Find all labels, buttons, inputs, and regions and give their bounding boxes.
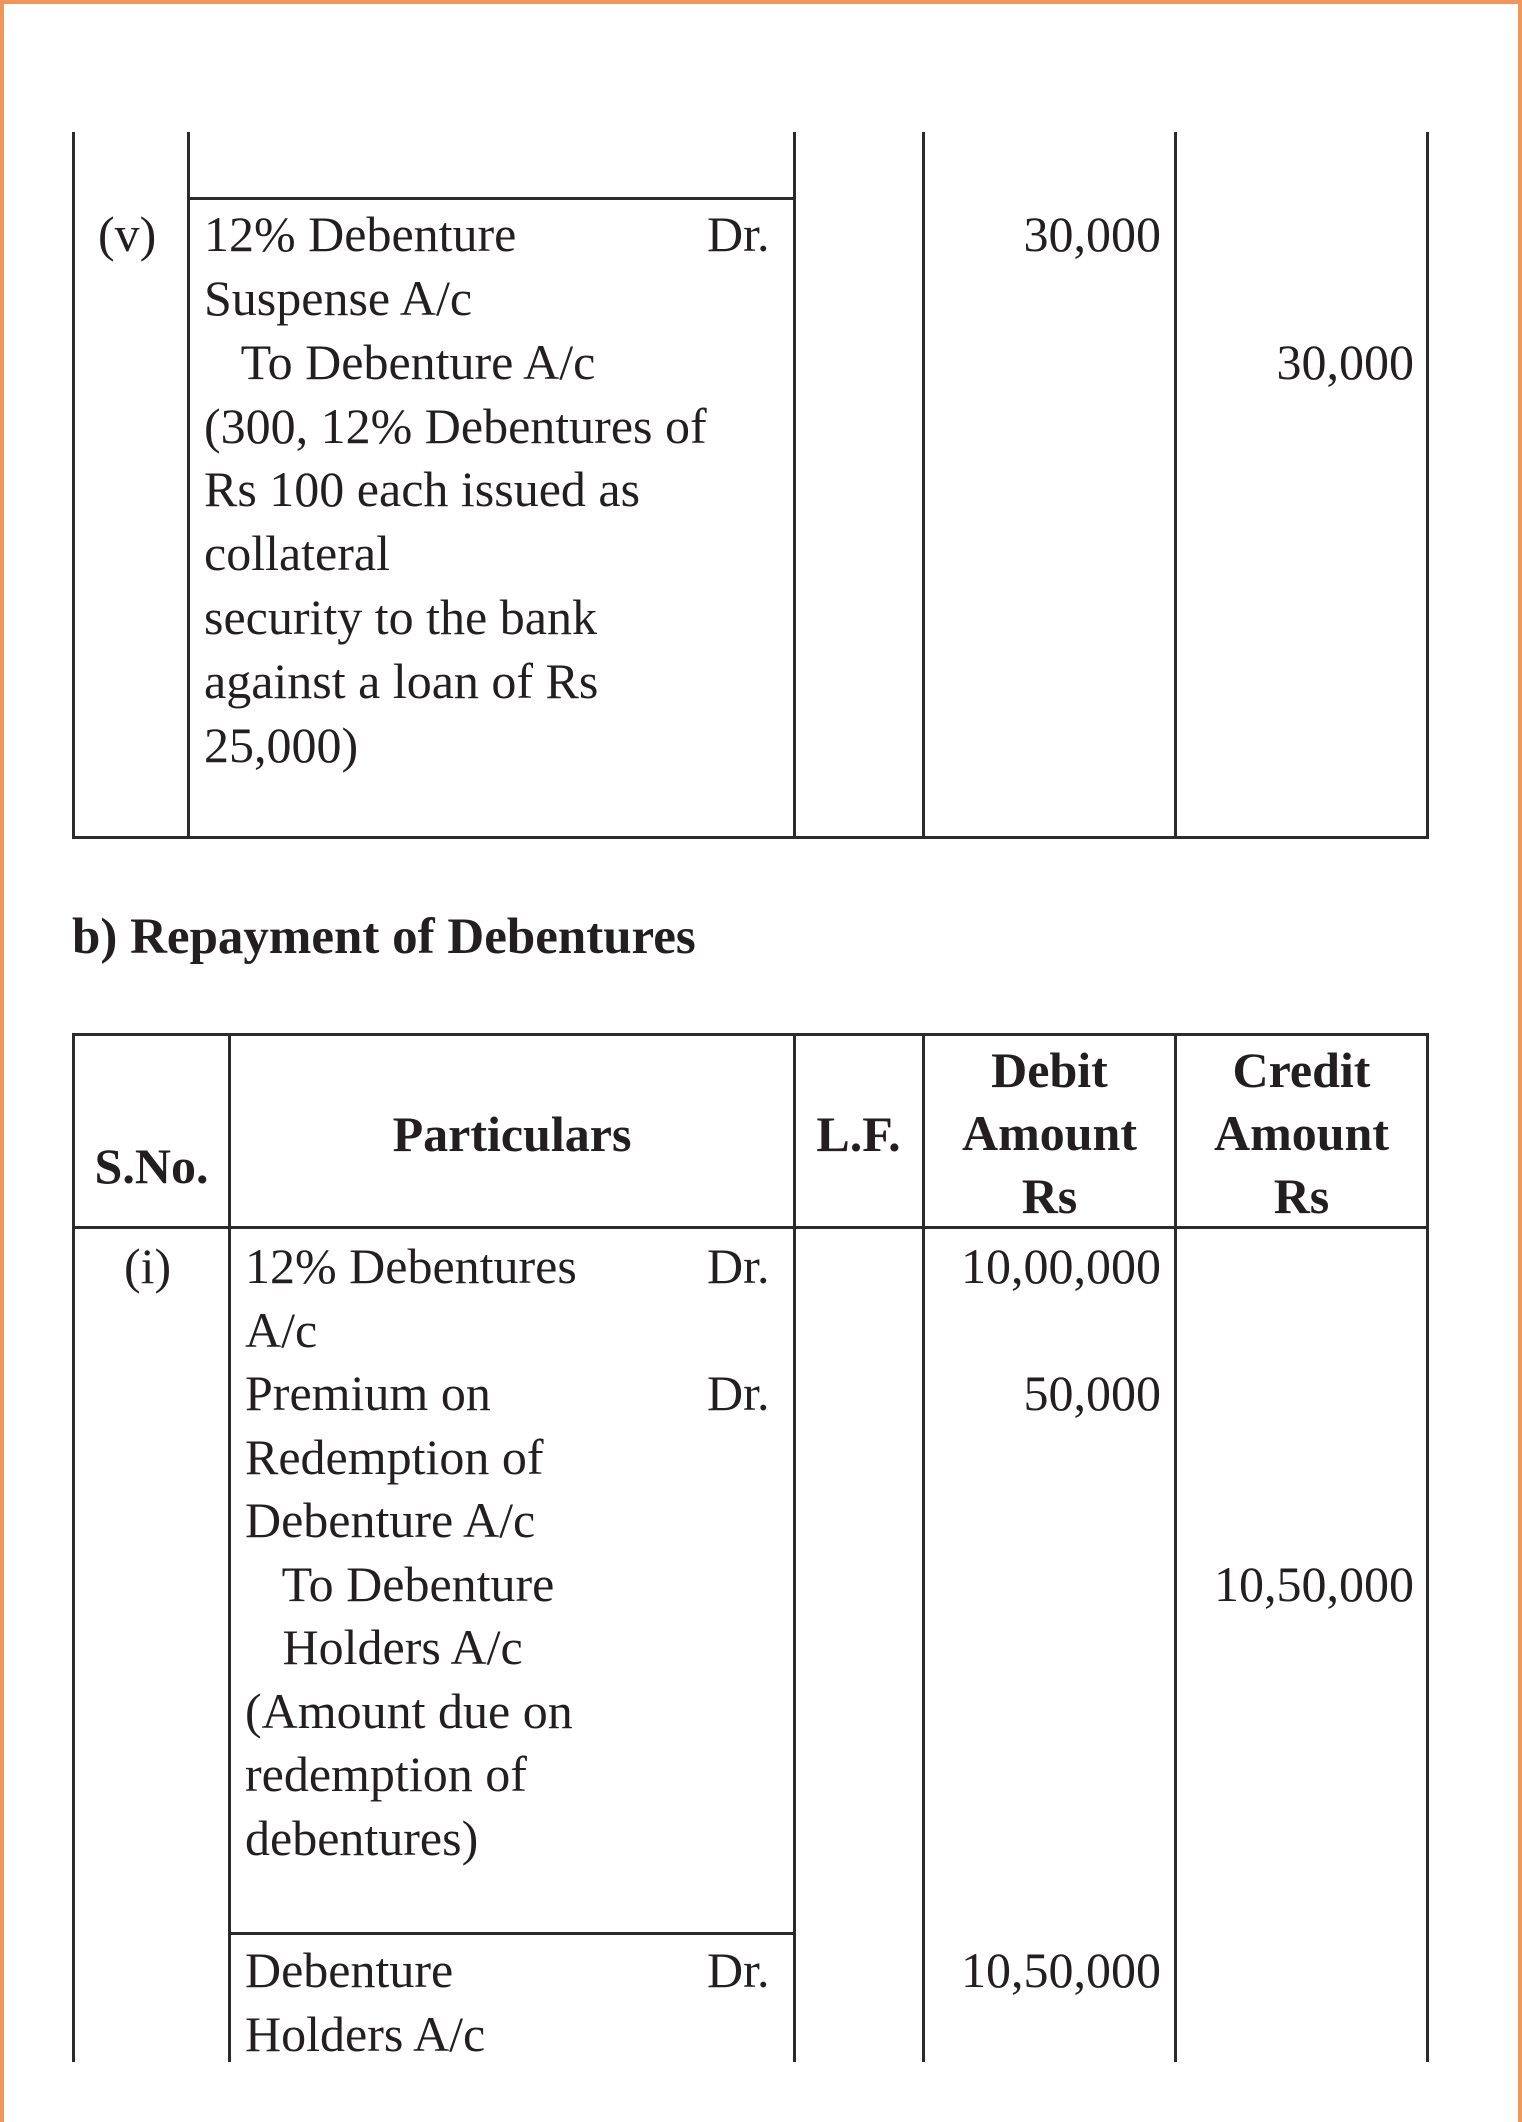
narration-line: debentures)	[245, 1810, 479, 1866]
particulars-line: Debenture A/c	[245, 1492, 536, 1548]
debit-marker: Dr.	[707, 1942, 770, 1998]
column-header-credit-line: Credit	[1232, 1042, 1371, 1098]
column-header-debit-line: Amount	[961, 1105, 1138, 1161]
debit-amount: 30,000	[1023, 206, 1161, 262]
column-header-debit-line: Debit	[991, 1042, 1108, 1098]
table-a-right-border	[1426, 132, 1429, 839]
particulars-line: 12% Debentures	[245, 1238, 577, 1294]
debit-amount: 10,00,000	[961, 1238, 1161, 1294]
particulars-line: Suspense A/c	[204, 270, 473, 326]
column-header-credit-line: Rs	[1273, 1168, 1330, 1224]
credit-amount: 30,000	[1276, 334, 1414, 390]
particulars-line: Holders A/c	[245, 1619, 523, 1675]
serial-number: (v)	[98, 206, 157, 262]
narration-line: Rs 100 each issued as	[204, 461, 641, 517]
column-header-debit-line: Rs	[1021, 1168, 1078, 1224]
table-b-sno-divider	[228, 1033, 231, 2062]
particulars-line: To Debenture A/c	[204, 334, 596, 390]
column-header-particulars: Particulars	[392, 1106, 632, 1162]
table-a-bottom-border	[72, 836, 1429, 839]
particulars-line: Premium on	[245, 1365, 491, 1421]
narration-line: 25,000)	[204, 717, 359, 773]
column-header-sno: S.No.	[94, 1138, 209, 1194]
narration-line: collateral	[204, 525, 390, 581]
debit-marker: Dr.	[707, 1238, 770, 1294]
column-header-debit	[925, 1039, 1174, 1228]
debit-amount: 50,000	[1023, 1365, 1161, 1421]
narration-line: (300, 12% Debentures of	[204, 398, 707, 454]
table-a-entry-separator	[187, 197, 796, 200]
particulars-line: Holders A/c	[245, 2006, 486, 2062]
table-b-top-border	[72, 1033, 1429, 1036]
debit-marker: Dr.	[707, 1365, 770, 1421]
table-a-sno-divider	[187, 132, 190, 839]
particulars-line: 12% Debenture	[204, 206, 517, 262]
section-heading: b) Repayment of Debentures	[72, 909, 696, 965]
narration-line: (Amount due on	[245, 1683, 573, 1739]
table-a-left-border	[72, 132, 75, 839]
column-header-lf: L.F.	[816, 1106, 901, 1162]
particulars-line: A/c	[245, 1302, 318, 1358]
serial-number: (i)	[124, 1238, 172, 1294]
narration-line: redemption of	[245, 1746, 527, 1802]
table-a-debit-divider	[1174, 132, 1177, 839]
debit-amount: 10,50,000	[961, 1942, 1161, 1998]
column-header-credit-line: Amount	[1213, 1105, 1390, 1161]
credit-amount: 10,50,000	[1214, 1556, 1414, 1612]
table-b-right-border	[1426, 1033, 1429, 2062]
narration-line: against a loan of Rs	[204, 653, 599, 709]
particulars-line: Redemption of	[245, 1429, 544, 1485]
narration-line: security to the bank	[204, 589, 597, 645]
particulars-line: To Debenture	[245, 1556, 555, 1612]
column-header-credit	[1177, 1039, 1426, 1228]
particulars-line: Debenture	[245, 1942, 454, 1998]
table-b-particulars-divider	[793, 1033, 796, 2062]
debit-marker: Dr.	[707, 206, 770, 262]
table-b-entry-separator	[228, 1932, 796, 1935]
table-a-particulars-divider	[793, 132, 796, 839]
